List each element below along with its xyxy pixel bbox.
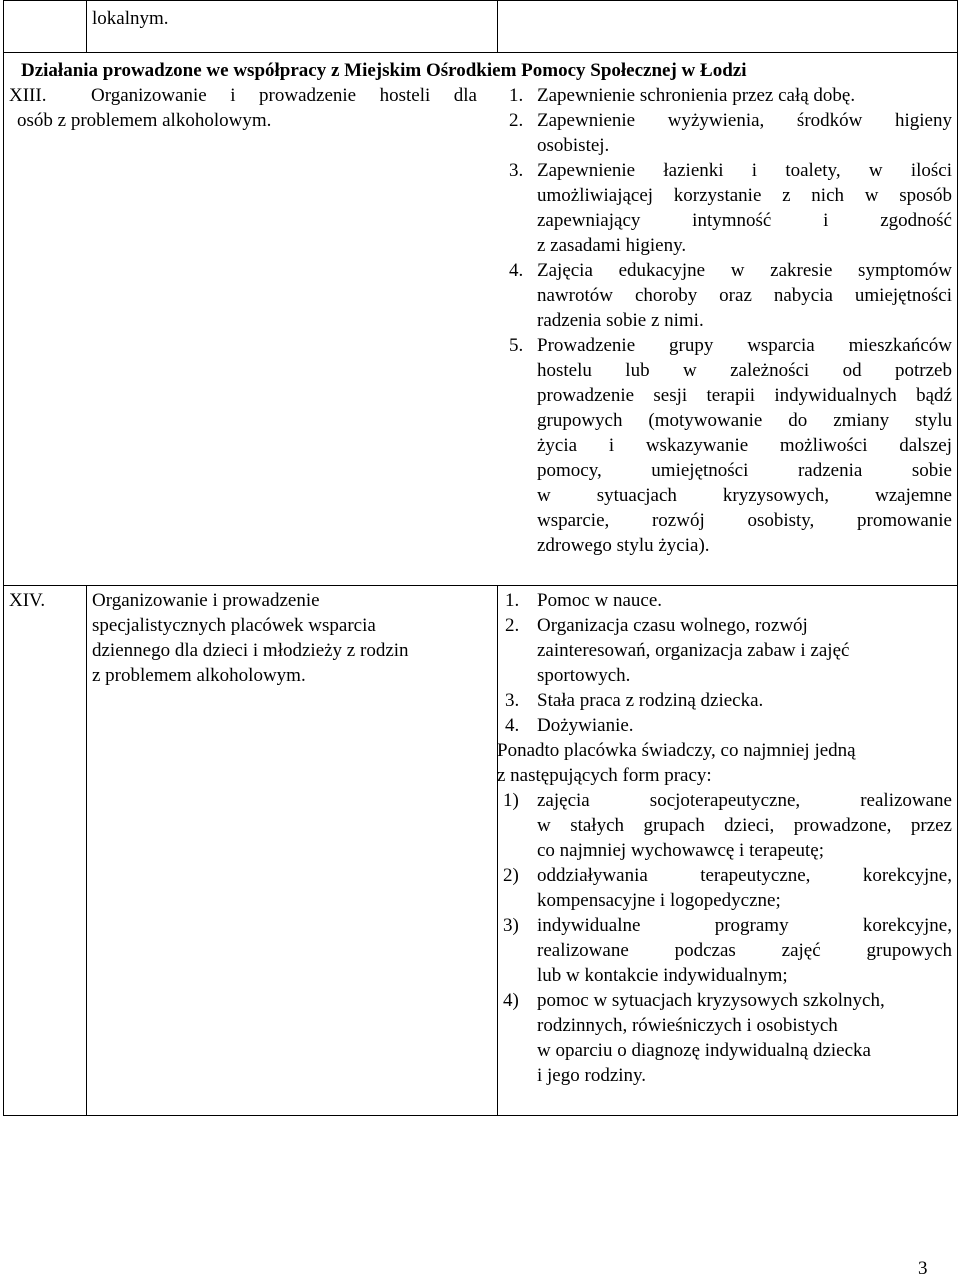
column-divider-2-bottom (497, 585, 498, 1116)
list-item-text: i jego rodziny. (537, 1065, 647, 1086)
column-divider-2-top (497, 0, 498, 53)
list-item-continuation (509, 383, 952, 408)
list-item-continuation (503, 963, 952, 988)
list-item-continuation (509, 483, 952, 508)
row-14-title-line: dziennego dla dzieci i młodzieży z rodzin (92, 640, 409, 661)
column-divider-1-bottom (86, 585, 87, 1116)
list-item-text: w sytuacjach kryzysowych, wzajemne (537, 485, 952, 506)
list-item-text: umożliwiającej korzystanie z nich w sposób (537, 185, 952, 206)
list-item-continuation (503, 1013, 952, 1038)
list-item-number: 4) (503, 990, 519, 1011)
list-item-continuation (509, 433, 952, 458)
list-item-text: zapewniający intymność i zgodność (537, 210, 952, 231)
list-item-continuation (503, 1038, 952, 1063)
row-14-title-line: Organizowanie i prowadzenie (92, 590, 320, 611)
list-item (503, 788, 952, 813)
list-item (503, 863, 952, 888)
list-item-text: Stała praca z rodziną dziecka. (537, 690, 764, 711)
list-item-continuation (509, 233, 952, 258)
list-item (509, 258, 952, 283)
list-item-continuation (505, 638, 952, 663)
list-item-number: 2) (503, 865, 519, 886)
list-item-continuation (509, 183, 952, 208)
list-item (509, 83, 952, 108)
list-item-number: 1) (503, 790, 519, 811)
table-left-border (3, 0, 4, 1116)
list-item-number: 1. (505, 590, 520, 611)
row-13-title-line: osób z problemem alkoholowym. (17, 110, 272, 131)
list-item-text: oddziaływania terapeutyczne, korekcyjne, (537, 865, 952, 886)
list-item-text: zainteresowań, organizacja zabaw i zajęć (537, 640, 850, 661)
list-item-continuation (509, 358, 952, 383)
list-item-text: Zapewnienie łazienki i toalety, w ilości (537, 160, 952, 181)
list-item (509, 108, 952, 133)
list-item (509, 333, 952, 358)
list-item-text: indywidualne programy korekcyjne, (537, 915, 952, 936)
list-item-text: w stałych grupach dzieci, prowadzone, przez (537, 815, 952, 836)
list-item-continuation (509, 408, 952, 433)
list-item (503, 988, 952, 1013)
top-row-text: lokalnym. (92, 8, 169, 29)
list-item-text: wsparcie, rozwój osobisty, promowanie (537, 510, 952, 531)
list-item (505, 613, 952, 638)
list-item-text: radzenia sobie z nimi. (537, 310, 704, 331)
list-item-text: pomoc w sytuacjach kryzysowych szkolnych, (537, 990, 885, 1011)
list-item-text: realizowane podczas zajęć grupowych (537, 940, 952, 961)
list-item-text: Zapewnienie schronienia przez całą dobę. (537, 85, 856, 106)
table-bottom-border (3, 1115, 958, 1116)
row-14-title-line: z problemem alkoholowym. (92, 665, 306, 686)
row-14-title-line: specjalistycznych placówek wsparcia (92, 615, 376, 636)
list-item-text: Organizacja czasu wolnego, rozwój (537, 615, 808, 636)
list-item-number: 5. (509, 335, 524, 356)
list-item-number: 3) (503, 915, 519, 936)
list-item-continuation (509, 458, 952, 483)
list-item-text: prowadzenie sesji terapii indywidualnych bądź (537, 385, 952, 406)
list-item-text: zajęcia socjoterapeutyczne, realizowane (537, 790, 952, 811)
list-item-number: 1. (509, 85, 524, 106)
list-item-continuation (509, 508, 952, 533)
list-item-continuation (503, 938, 952, 963)
list-item-text: Zajęcia edukacyjne w zakresie symptomów (537, 260, 952, 281)
intro-line: Ponadto placówka świadczy, co najmniej jedną (497, 740, 856, 761)
list-item-text: Prowadzenie grupy wsparcia mieszkańców (537, 335, 952, 356)
list-item-text: grupowych (motywowanie do zmiany stylu (537, 410, 952, 431)
list-item-text: w oparciu o diagnozę indywidualną dziecka (537, 1040, 871, 1061)
list-item-text: lub w kontakcie indywidualnym; (537, 965, 788, 986)
list-item-text: osobistej. (537, 135, 610, 156)
list-item-text: pomocy, umiejętności radzenia sobie (537, 460, 952, 481)
list-item-continuation (503, 813, 952, 838)
list-item (505, 713, 952, 738)
row-14-number: XIV. (9, 590, 46, 611)
list-item-continuation (509, 133, 952, 158)
list-item-continuation (503, 838, 952, 863)
list-item (505, 688, 952, 713)
list-item-text: kompensacyjne i logopedyczne; (537, 890, 781, 911)
list-item-text: Zapewnienie wyżywienia, środków higieny (537, 110, 952, 131)
list-item (505, 588, 952, 613)
list-item (503, 913, 952, 938)
list-item-number: 3. (505, 690, 520, 711)
list-item-text: sportowych. (537, 665, 631, 686)
list-item-text: życia i wskazywanie możliwości dalszej (537, 435, 952, 456)
list-item (509, 158, 952, 183)
list-item-number: 3. (509, 160, 524, 181)
row-13-number: XIII. (9, 85, 47, 106)
list-item-text: z zasadami higieny. (537, 235, 687, 256)
list-item-number: 2. (505, 615, 520, 636)
page-number: 3 (918, 1258, 928, 1279)
list-item-number: 4. (509, 260, 524, 281)
table-right-border (957, 0, 958, 1116)
list-item-continuation (509, 308, 952, 333)
row-divider-top (3, 52, 958, 53)
list-item-continuation (509, 208, 952, 233)
list-item-text: zdrowego stylu życia). (537, 535, 710, 556)
list-item-number: 2. (509, 110, 524, 131)
list-item-continuation (503, 1063, 952, 1088)
list-item-text: rodzinnych, rówieśniczych i osobistych (537, 1015, 838, 1036)
list-item-continuation (509, 533, 952, 558)
list-item-number: 4. (505, 715, 520, 736)
table-top-border (3, 0, 958, 1)
list-item-text: Pomoc w nauce. (537, 590, 663, 611)
intro-line: z następujących form pracy: (497, 765, 712, 786)
list-item-text: nawrotów choroby oraz nabycia umiejętności (537, 285, 952, 306)
list-item-text: hostelu lub w zależności od potrzeb (537, 360, 952, 381)
column-divider-1-top (86, 0, 87, 53)
list-item-continuation (503, 888, 952, 913)
list-item-text: Dożywianie. (537, 715, 634, 736)
row-14-top-border (3, 585, 958, 586)
row-13-title-line: Organizowanie i prowadzenie hosteli dla (91, 85, 477, 106)
list-item-text: co najmniej wychowawcę i terapeutę; (537, 840, 824, 861)
list-item-continuation (509, 283, 952, 308)
section-header: Działania prowadzone we współpracy z Miejskim Ośrodkiem Pomocy Społecznej w Łodzi (21, 60, 747, 81)
list-item-continuation (505, 663, 952, 688)
